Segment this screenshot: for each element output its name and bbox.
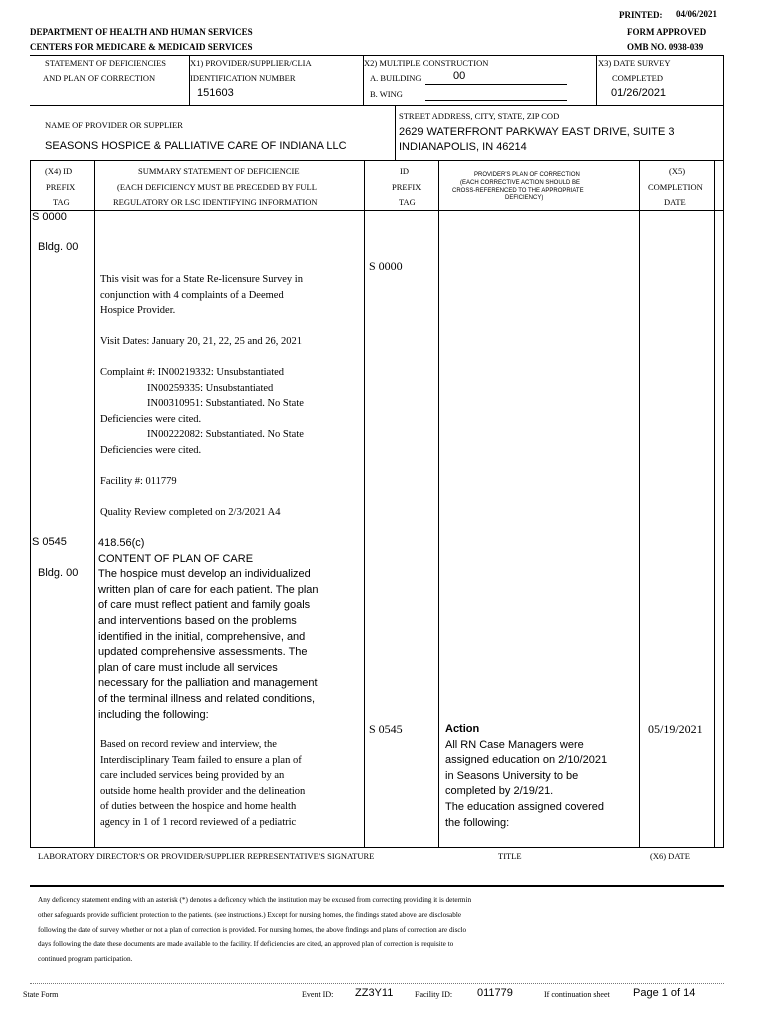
event-id-value: ZZ3Y11 [355,987,394,999]
visit-dates: Visit Dates: January 20, 21, 22, 25 and 26, 2021 [100,336,303,347]
building-tag-2: Bldg. 00 [38,567,79,579]
x3-label: X3) DATE SURVEY [598,58,671,68]
completed-label: COMPLETED [612,73,663,83]
id-header-3: TAG [399,197,416,207]
department-name: DEPARTMENT OF HEALTH AND HUMAN SERVICES [30,27,253,37]
identification-number-label: IDENTIFICATION NUMBER [190,73,296,83]
facility-number: Facility #: 011779 [100,476,177,487]
form-approved: FORM APPROVED [627,27,707,37]
disclaimer-text: Any deficency statement ending with an asterisk (*) denotes a deficency which the institution may be excused from correcting providing it is determin other safeguards provide sufficient protection to the patients. (see instructions.) Except for nursing homes, the findings stated above are disclosable following the date of survey whether or not a plan of correction is provided. For nursing homes, the above findings and plans of correction are disclo days following the date these documents are made available to the facility. If deficiencies are cited, an approved plan of correction is requisite to continued program participation. [38,896,472,964]
statement-label: STATEMENT OF DEFICIENCIES [45,58,167,68]
complaint-paragraph: Complaint #: IN00219332: Unsubstantiated IN00259335: Unsubstantiated IN00310951: Substantiated. No State Deficiencies were cited. IN00222082: Substantiated. No State Deficiencies were cited. [100,367,304,456]
plan-header-3: CROSS-REFERENCED TO THE APPROPRIATE [452,188,584,194]
printed-date: 04/06/2021 [676,9,718,19]
id-tag-s0545: S 0545 [369,722,403,736]
survey-date-value: 01/26/2021 [611,87,667,99]
tag-s0545: S 0545 [32,536,67,548]
x4-header-3: TAG [53,197,70,207]
id-tag-s0000: S 0000 [369,259,403,273]
x5-header-2: COMPLETION [648,182,703,192]
plan-header-2: (EACH CORRECTIVE ACTION SHOULD BE [460,180,581,186]
address-label: STREET ADDRESS, CITY, STATE, ZIP COD [399,111,560,121]
completion-date: 05/19/2021 [648,722,703,736]
omb-number: OMB NO. 0938-039 [627,42,704,52]
regulation-paragraph: 418.56(c) CONTENT OF PLAN OF CARE The hospice must develop an individualized written plan of care for each patient. The plan of care must reflect patient and family goals and interventions based on the problems identified in the initial, comprehensive, and updated comprehensive assessments. The plan of care must include all services necessary for the palliation and management of the terminal illness and related conditions, including the following: [98,537,319,721]
provider-id-value: 151603 [197,87,234,99]
id-header-1: ID [400,166,409,176]
quality-review: Quality Review completed on 2/3/2021 A4 [100,507,281,518]
action-paragraph: Action All RN Case Managers were assigned education on 2/10/2021 in Seasons University to be completed by 2/19/21. The education assigned covered the following: [445,723,608,829]
event-id-label: Event ID: [302,990,334,999]
summary-header-1: SUMMARY STATEMENT OF DEFICIENCIE [138,166,300,176]
x6-date-label: (X6) DATE [650,851,690,861]
wing-label: B. WING [370,89,403,99]
centers-name: CENTERS FOR MEDICARE & MEDICAID SERVICES [30,42,253,52]
plan-of-correction-label: AND PLAN OF CORRECTION [43,73,156,83]
x4-header-2: PREFIX [46,182,76,192]
building-value: 00 [453,70,466,82]
title-label: TITLE [498,851,522,861]
address-line-1: 2629 WATERFRONT PARKWAY EAST DRIVE, SUITE 3 [399,126,675,138]
provider-name-value: SEASONS HOSPICE & PALLIATIVE CARE OF INDIANA LLC [45,140,347,152]
state-form-label: State Form [23,990,59,999]
plan-header-1: PROVIDER'S PLAN OF CORRECTION [474,172,580,178]
summary-header-2: (EACH DEFICIENCY MUST BE PRECEDED BY FULL [117,182,317,192]
summary-header-3: REGULATORY OR LSC IDENTIFYING INFORMATION [113,197,318,207]
id-header-2: PREFIX [392,182,422,192]
visit-paragraph: This visit was for a State Re-licensure Survey in conjunction with 4 complaints of a Deemed Hospice Provider. [100,274,303,317]
continuation-label: If continuation sheet [544,990,610,999]
x5-header-3: DATE [664,197,686,207]
building-tag-1: Bldg. 00 [38,241,79,253]
page-number: Page 1 of 14 [633,987,696,999]
tag-s0000: S 0000 [32,211,67,223]
facility-id-value: 011779 [477,987,513,999]
facility-id-label: Facility ID: [415,990,453,999]
building-label: A. BUILDING [370,73,422,83]
provider-name-label: NAME OF PROVIDER OR SUPPLIER [45,120,183,130]
finding-paragraph: Based on record review and interview, the Interdisciplinary Team failed to ensure a plan of care included services being provided by an outside home health provider and the delineation of duties between the hospice and home health agency in 1 of 1 record reviewed of a pediatric [100,739,306,828]
x1-label: X1) PROVIDER/SUPPLIER/CLIA [190,58,312,68]
printed-label: PRINTED: [619,10,663,20]
x4-header-1: (X4) ID [45,166,73,176]
signature-label: LABORATORY DIRECTOR'S OR PROVIDER/SUPPLIER REPRESENTATIVE'S SIGNATURE [38,851,375,861]
x2-label: X2) MULTIPLE CONSTRUCTION [364,58,489,68]
plan-header-4: DEFICIENCY) [505,195,544,201]
x5-header-1: (X5) [669,166,686,176]
address-line-2: INDIANAPOLIS, IN 46214 [399,141,527,153]
